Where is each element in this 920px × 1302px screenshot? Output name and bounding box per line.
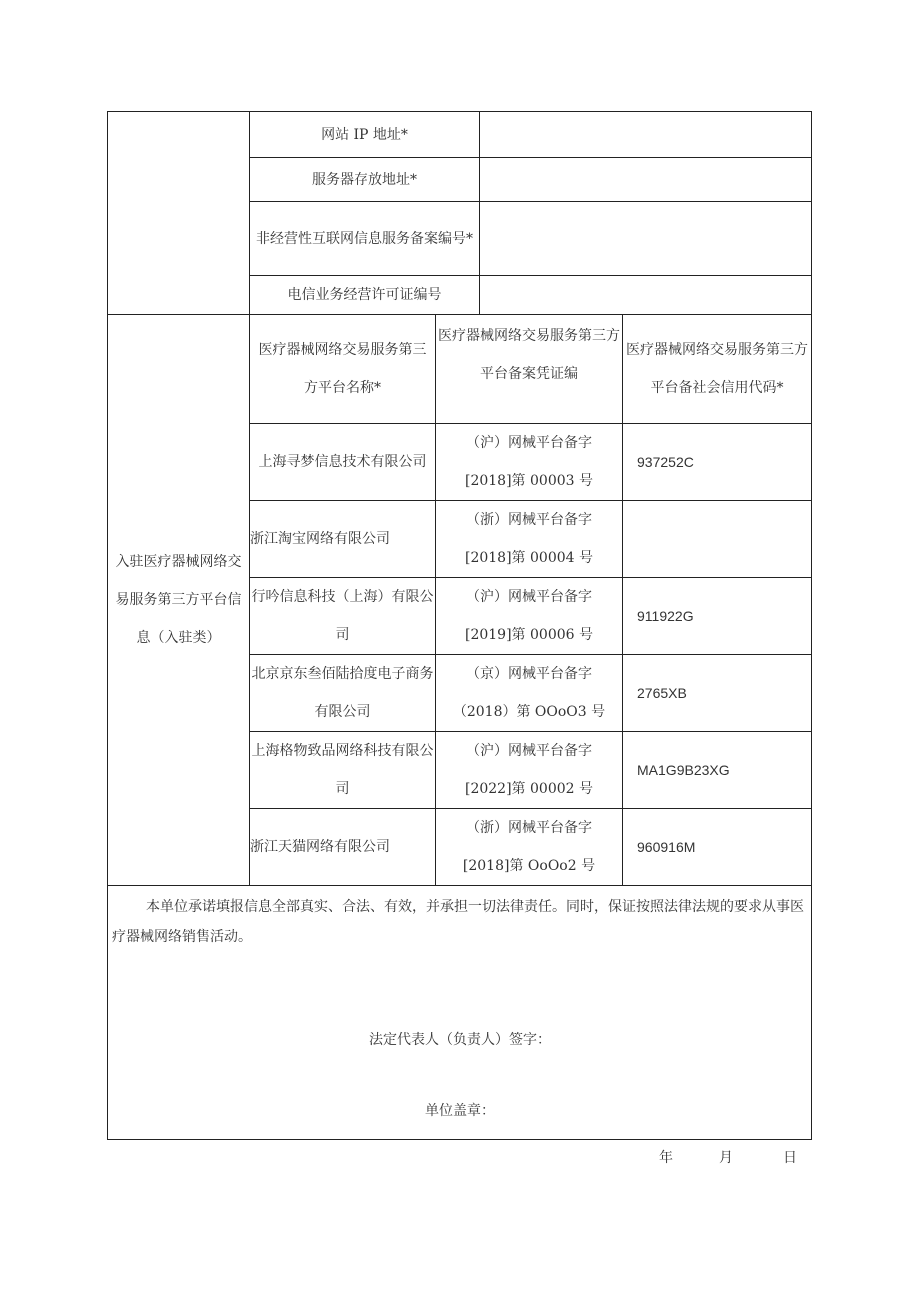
- platform-credit: 960916M: [623, 809, 812, 886]
- ip-value[interactable]: [480, 112, 812, 158]
- registration-form: [107, 111, 811, 1166]
- platform-record: （沪）网械平台备字[2022]第 00002 号: [436, 732, 623, 809]
- platform-record: （浙）网械平台备字[2018]第 OoOo2 号: [436, 809, 623, 886]
- signature-label: 法定代表人（负责人）签字：: [369, 1032, 551, 1048]
- telecom-value[interactable]: [480, 276, 812, 315]
- platform-name-header: 医疗器械网络交易服务第三方平台名称*: [250, 315, 436, 424]
- seal-label: 单位盖章：: [425, 1103, 495, 1119]
- platform-name: 北京京东叁佰陆拾度电子商务有限公司: [250, 655, 436, 732]
- server-section-label: [108, 112, 250, 315]
- platform-credit: [623, 501, 812, 578]
- commitment-text: 本单位承诺填报信息全部真实、合法、有效，并承担一切法律责任。同时，保证按照法律法规的要求从事医疗器械网络销售活动。: [112, 899, 804, 945]
- storage-value[interactable]: [480, 158, 812, 202]
- platform-credit: 2765XB: [623, 655, 812, 732]
- commitment-row: [108, 886, 812, 1140]
- form-table: [107, 111, 812, 1166]
- platform-name: 上海寻梦信息技术有限公司: [250, 424, 436, 501]
- platform-header-row: [108, 315, 812, 424]
- icp-value[interactable]: [480, 202, 812, 276]
- platform-credit: 911922G: [623, 578, 812, 655]
- commitment-cell: [108, 886, 812, 1166]
- platform-name: 浙江天猫网络有限公司: [250, 809, 436, 886]
- date-year: 年: [659, 1150, 673, 1166]
- platform-record-header: 医疗器械网络交易服务第三方平台备案凭证编: [436, 315, 623, 424]
- date-day: 日: [783, 1150, 797, 1166]
- ip-label: 网站 IP 地址*: [250, 112, 480, 158]
- platform-name: 行吟信息科技（上海）有限公司: [250, 578, 436, 655]
- platform-record: （浙）网械平台备字[2018]第 00004 号: [436, 501, 623, 578]
- storage-label: 服务器存放地址*: [250, 158, 480, 202]
- platform-section-label: 入驻医疗器械网络交易服务第三方平台信息（入驻类）: [108, 315, 250, 886]
- platform-credit-header: 医疗器械网络交易服务第三方平台备社会信用代码*: [623, 315, 812, 424]
- platform-credit: 937252C: [623, 424, 812, 501]
- platform-record: （沪）网械平台备字[2019]第 00006 号: [436, 578, 623, 655]
- platform-name: 上海格物致品网络科技有限公司: [250, 732, 436, 809]
- platform-record: （沪）网械平台备字[2018]第 00003 号: [436, 424, 623, 501]
- platform-name: 浙江淘宝网络有限公司: [250, 501, 436, 578]
- date-month: 月: [719, 1150, 733, 1166]
- telecom-label: 电信业务经营许可证编号: [250, 276, 480, 315]
- ip-row: [108, 112, 812, 158]
- platform-credit: MA1G9B23XG: [623, 732, 812, 809]
- platform-record: （京）网械平台备字（2018）第 OOoO3 号: [436, 655, 623, 732]
- icp-label: 非经营性互联网信息服务备案编号*: [250, 202, 480, 276]
